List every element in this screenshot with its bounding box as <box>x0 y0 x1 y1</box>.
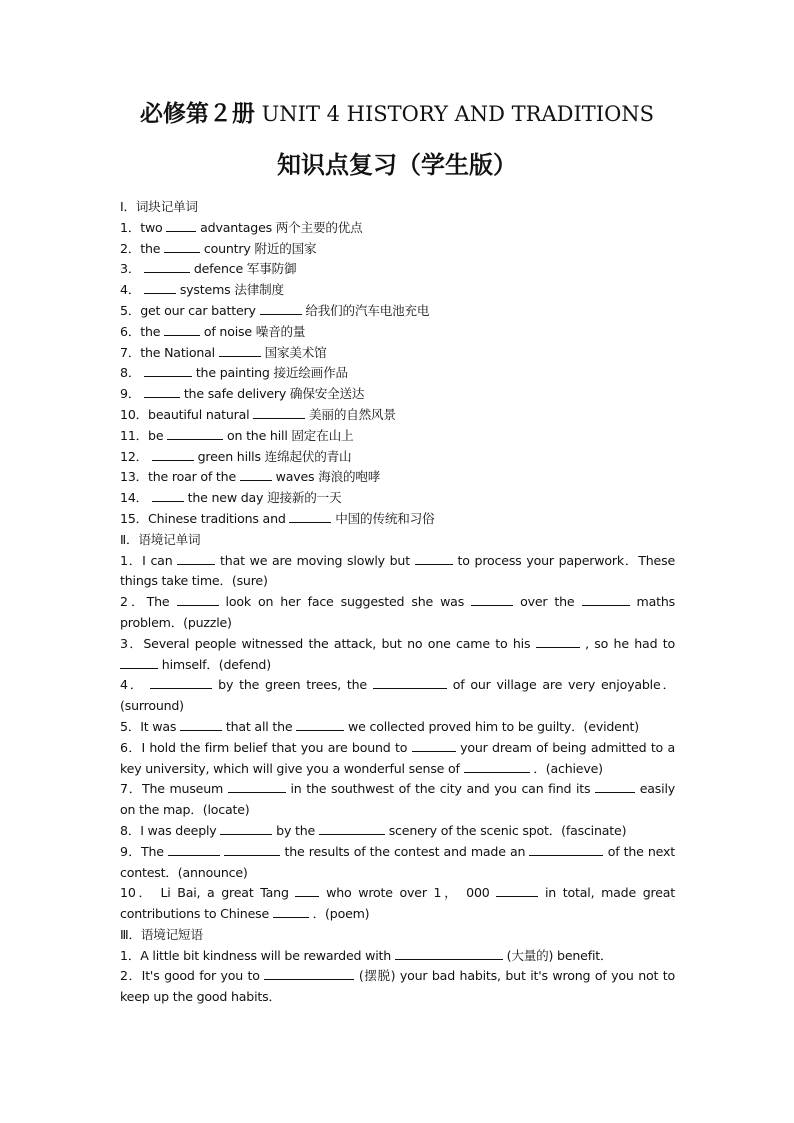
vocab-item-suffix: systems 法律制度 <box>176 282 284 298</box>
context-text: easily on the map．(locate) <box>120 781 676 818</box>
fill-in-blank[interactable] <box>595 780 635 793</box>
vocab-item <box>120 509 675 530</box>
context-text: 5．It was <box>120 718 181 734</box>
fill-in-blank[interactable] <box>536 635 580 648</box>
section-heading: Ⅲ．语境记短语 <box>120 926 203 942</box>
fill-in-blank[interactable] <box>264 967 354 980</box>
context-text: over the <box>513 594 582 610</box>
fill-in-blank[interactable] <box>529 843 603 856</box>
vocab-item <box>120 488 675 509</box>
context-item <box>120 842 675 884</box>
context-text: of the next contest．(announce) <box>120 843 676 880</box>
vocab-item-prefix: 6．the <box>120 323 165 339</box>
fill-in-blank[interactable] <box>496 884 538 897</box>
title-unit-label: UNIT 4 HISTORY AND TRADITIONS <box>254 102 655 126</box>
vocab-item <box>120 322 675 343</box>
vocab-item-prefix: 11．be <box>120 427 168 443</box>
vocab-item <box>120 447 675 468</box>
context-item <box>120 883 675 925</box>
vocab-item-prefix: 2．the <box>120 240 165 256</box>
fill-in-blank[interactable] <box>144 364 192 377</box>
fill-in-blank[interactable] <box>295 884 319 897</box>
fill-in-blank[interactable] <box>395 947 503 960</box>
vocab-item <box>120 301 675 322</box>
vocab-item <box>120 405 675 426</box>
context-item <box>120 821 675 842</box>
fill-in-blank[interactable] <box>289 510 331 523</box>
context-text: scenery of the scenic spot．(fascinate) <box>384 822 627 838</box>
fill-in-blank[interactable] <box>120 656 158 669</box>
fill-in-blank[interactable] <box>373 676 447 689</box>
vocab-item <box>120 239 675 260</box>
phrase-text: (摆脱) your bad habits, but it's wrong of you not to keep up the good habits． <box>120 968 675 1005</box>
context-item <box>120 634 675 676</box>
vocab-item-suffix: on the hill 固定在山上 <box>223 427 354 443</box>
section-heading: Ⅱ．语境记单词 <box>120 531 201 547</box>
vocab-item-prefix: 15．Chinese traditions and <box>120 510 290 526</box>
title-book-label: 必修第２册 <box>139 101 255 127</box>
context-text: ．(achieve) <box>529 760 603 776</box>
context-text: 9．The <box>120 843 169 859</box>
fill-in-blank[interactable] <box>164 240 200 253</box>
fill-in-blank[interactable] <box>166 219 196 232</box>
vocab-item-prefix: 10．beautiful natural <box>120 406 254 422</box>
phrase-text: (大量的) benefit． <box>502 947 613 963</box>
context-item <box>120 738 675 780</box>
context-text: in total, made great contributions to Chinese <box>120 885 675 922</box>
vocab-item <box>120 343 675 364</box>
fill-in-blank[interactable] <box>164 323 200 336</box>
fill-in-blank[interactable] <box>273 905 309 918</box>
fill-in-blank[interactable] <box>296 718 344 731</box>
vocab-item-suffix: of noise 噪音的量 <box>200 323 306 339</box>
context-text: 1．I can <box>120 552 178 568</box>
phrase-text: 2．It's good for you to <box>120 968 265 984</box>
vocab-item-suffix: 给我们的汽车电池充电 <box>301 302 430 318</box>
context-item <box>120 675 675 717</box>
phrase-text: 1．A little bit kindness will be rewarded with <box>120 947 395 963</box>
vocab-item-suffix: 中国的传统和习俗 <box>331 510 435 526</box>
fill-in-blank[interactable] <box>228 780 286 793</box>
vocab-item <box>120 426 675 447</box>
fill-in-blank[interactable] <box>240 468 272 481</box>
fill-in-blank[interactable] <box>260 302 302 315</box>
fill-in-blank[interactable] <box>152 448 194 461</box>
context-text: that all the <box>222 718 297 734</box>
fill-in-blank[interactable] <box>152 489 184 502</box>
vocab-item-prefix: 14． <box>120 490 152 506</box>
phrase-item <box>120 966 675 1008</box>
context-text: we collected proved him to be guilty．(evident) <box>344 718 639 734</box>
context-text: who wrote over 1， 000 <box>319 885 497 901</box>
fill-in-blank[interactable] <box>177 552 215 565</box>
context-text: , so he had to <box>579 635 675 651</box>
vocab-item-suffix: the safe delivery 确保安全送达 <box>180 386 365 402</box>
vocab-item-prefix: 1．two <box>120 219 167 235</box>
context-item <box>120 592 675 634</box>
vocab-item-suffix: defence 军事防御 <box>190 261 297 277</box>
fill-in-blank[interactable] <box>220 822 272 835</box>
document-subtitle: 知识点复习（学生版） <box>277 151 517 179</box>
context-text: to process your paperwork．These things take time．(sure) <box>120 552 676 589</box>
context-text: 4． <box>120 677 151 693</box>
context-text: that we are moving slowly but <box>215 552 415 568</box>
vocab-item <box>120 384 675 405</box>
context-text: of our village are very enjoyable．(surround) <box>120 677 675 714</box>
vocab-item-prefix: 9． <box>120 386 145 402</box>
context-text: 7．The museum <box>120 781 228 797</box>
document-body <box>120 197 675 1008</box>
context-text: the results of the contest and made an <box>280 843 530 859</box>
fill-in-blank[interactable] <box>144 260 190 273</box>
fill-in-blank[interactable] <box>219 344 261 357</box>
vocab-item <box>120 363 675 384</box>
fill-in-blank[interactable] <box>177 593 219 606</box>
fill-in-blank[interactable] <box>167 427 223 440</box>
fill-in-blank[interactable] <box>319 822 385 835</box>
vocab-item-prefix: 5．get our car battery <box>120 302 260 318</box>
vocab-item-suffix: 国家美术馆 <box>260 344 327 360</box>
vocab-item-prefix: 3． <box>120 261 145 277</box>
vocab-item-prefix: 8． <box>120 365 145 381</box>
context-text: ．(poem) <box>308 906 370 922</box>
fill-in-blank[interactable] <box>253 406 305 419</box>
document-title <box>0 98 794 130</box>
vocab-item-prefix: 4． <box>120 282 145 298</box>
fill-in-blank[interactable] <box>180 718 222 731</box>
context-text: your dream of being admitted to a key university, which will give you a wonderful sense of <box>120 739 675 776</box>
section-heading: Ⅰ．词块记单词 <box>120 199 198 214</box>
fill-in-blank[interactable] <box>224 843 280 856</box>
context-text: by the green trees, the <box>212 677 373 693</box>
vocab-item-suffix: country 附近的国家 <box>200 240 317 256</box>
vocab-item-suffix: waves 海浪的咆哮 <box>271 469 381 485</box>
fill-in-blank[interactable] <box>582 593 630 606</box>
context-text: 2．The <box>120 594 177 610</box>
vocab-item-prefix: 13．the roar of the <box>120 469 240 485</box>
vocab-item-prefix: 12． <box>120 448 152 464</box>
context-text: 6．I hold the firm belief that you are bound to <box>120 739 412 755</box>
fill-in-blank[interactable] <box>412 739 456 752</box>
vocab-item <box>120 218 675 239</box>
fill-in-blank[interactable] <box>471 593 513 606</box>
fill-in-blank[interactable] <box>415 552 453 565</box>
context-text: maths problem．(puzzle) <box>120 594 675 630</box>
context-item <box>120 551 675 593</box>
context-text: look on her face suggested she was <box>218 594 472 610</box>
fill-in-blank[interactable] <box>464 760 530 773</box>
fill-in-blank[interactable] <box>150 676 212 689</box>
fill-in-blank[interactable] <box>168 843 220 856</box>
context-text: by the <box>272 822 319 838</box>
vocab-item-suffix: green hills 连绵起伏的青山 <box>193 448 352 464</box>
context-text: 8．I was deeply <box>120 822 221 838</box>
vocab-item <box>120 467 675 488</box>
context-text: in the southwest of the city and you can find its <box>285 781 596 797</box>
context-text: 10． Li Bai, a great Tang <box>120 885 296 901</box>
vocab-item-suffix: the new day 迎接新的一天 <box>183 490 342 506</box>
context-text: himself．(defend) <box>158 656 271 672</box>
vocab-item-prefix: 7．the National <box>120 344 219 360</box>
vocab-item <box>120 280 675 301</box>
fill-in-blank[interactable] <box>144 281 176 294</box>
phrase-item <box>120 946 675 967</box>
vocab-item <box>120 259 675 280</box>
vocab-item-suffix: advantages 两个主要的优点 <box>196 219 363 235</box>
fill-in-blank[interactable] <box>144 385 180 398</box>
vocab-item-suffix: 美丽的自然风景 <box>305 406 396 422</box>
context-item <box>120 717 675 738</box>
vocab-item-suffix: the painting 接近绘画作品 <box>192 365 348 381</box>
context-item <box>120 779 675 821</box>
context-text: 3．Several people witnessed the attack, but no one came to his <box>120 635 536 651</box>
